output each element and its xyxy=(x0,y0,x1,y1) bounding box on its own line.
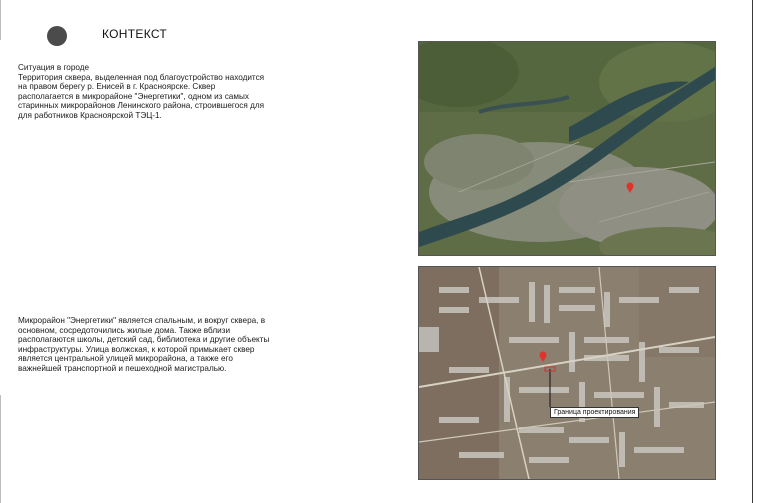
text-line: располагается в микрорайоне "Энергетики", одном из самых xyxy=(18,91,249,101)
text-line: является центральной улицей микрорайона, а также его xyxy=(18,354,233,364)
district-description-text xyxy=(18,316,268,374)
page-border xyxy=(0,0,1,40)
district-satellite-map xyxy=(418,266,716,480)
text-line: важнейшей транспортной и пешеходной магистралью. xyxy=(18,363,227,373)
page-title: КОНТЕКСТ xyxy=(102,27,168,41)
city-situation-text xyxy=(18,63,268,121)
text-line: на правом берегу р. Енисей в г. Красноярске. Сквер xyxy=(18,82,216,92)
text-line: Микрорайон "Энергетики" является спальным, и вокруг сквера, в xyxy=(18,316,266,325)
page-border xyxy=(752,0,753,503)
text-line: Территория сквера, выделенная под благоустройство находится xyxy=(18,72,265,82)
design-boundary-label: Граница проектирования xyxy=(550,407,639,418)
page-border xyxy=(0,395,1,503)
text-line: основном, сосредоточились жилые дома. Также вблизи xyxy=(18,325,231,335)
text-line: старинных микрорайонов Ленинского района, строившегося для xyxy=(18,101,265,111)
text-line: для работников Красноярской ТЭЦ-1. xyxy=(18,110,162,120)
city-satellite-map-image xyxy=(419,42,715,255)
text-line: инфраструктуры. Улица волжская, к которой примыкает сквер xyxy=(18,344,255,354)
district-satellite-map-image xyxy=(419,267,715,479)
text-line: располагаются школы, детский сад, библиотека и другие объекты xyxy=(18,335,270,345)
text-line: Ситуация в городе xyxy=(18,63,90,72)
city-satellite-map xyxy=(418,41,716,256)
section-bullet-circle xyxy=(47,26,67,46)
